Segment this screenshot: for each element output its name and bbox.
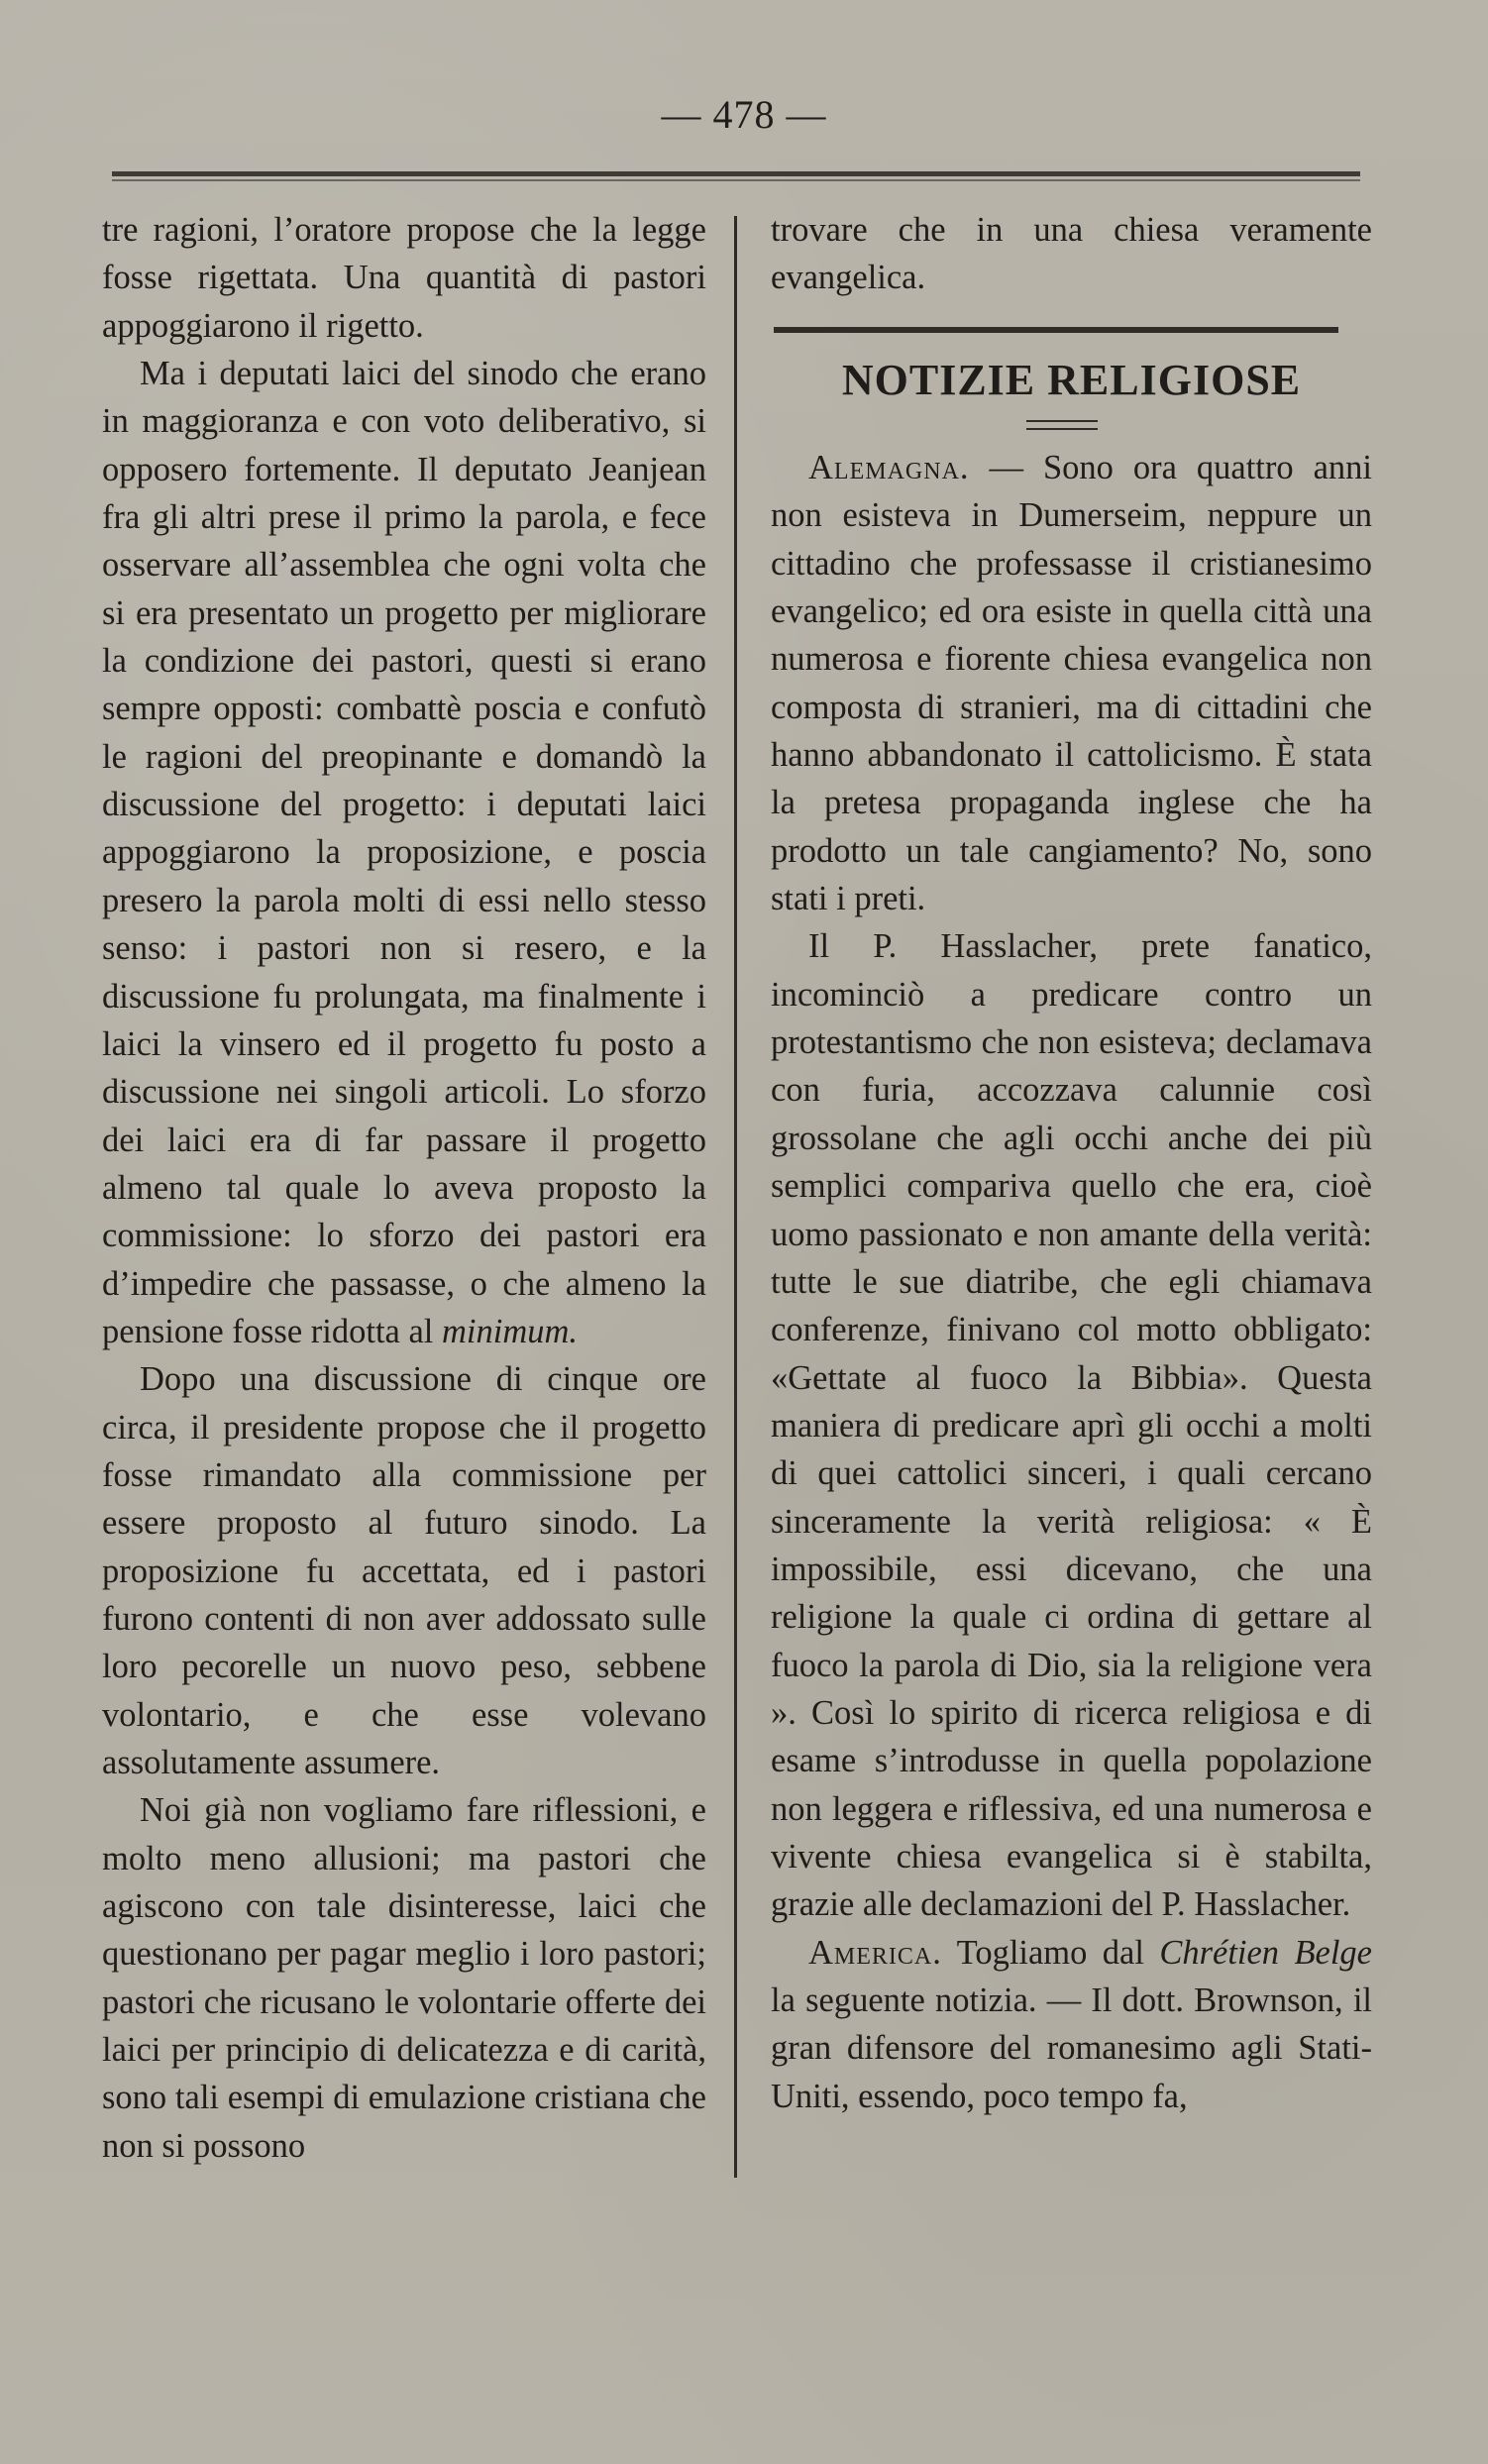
section-rule [774,327,1338,333]
right-paragraph-hasslacher: Il P. Hasslacher, prete fanatico, incominciò a predicare contro un protestantismo che non esisteva; declamava con furia, accozzava calunnie così grossolane che agli occhi anche dei più semplici compariva quello che era, cioè uomo passionato e non amante della verità: tutte le sue diatribe, che egli chiamava conferenze, finivano col motto obbligato: «Gettate al fuoco la Bibbia». Questa maniera di predicare aprì gli occhi a molti di quei cattolici sinceri, i quali cercano sinceramente la verità religiosa: « È impossibile, essi dicevano, che una religione la quale ci ordina di gettare al fuoco la parola di Dio, sia la religione vera ». Così lo spirito di ricerca religiosa e di esame s’introdusse in quella popolazione non leggera e riflessiva, ed una numerosa e vivente chiesa evangelica si è stabilta, grazie alle declamazioni del P. Hasslacher. [771,927,1372,1924]
left-paragraph-2 [102,350,706,1355]
right-paragraph-1: trovare che in una chiesa veramente evangelica. [771,211,1372,297]
left-paragraph-2-text: Ma i deputati laici del sinodo che erano in maggioranza e con voto deliberativo, si opposero fortemente. Il deputato Jeanjean fra gli altri prese il primo la parola, e fece osservare all’assemblea che ogni volta che si era presentato un progetto per migliorare la condizione dei pastori, questi si erano sempre opposti: combattè poscia e confutò le ragioni del preopinante e domandò la discussione del progetto: i deputati laici appoggiarono la proposizione, e poscia presero la parola molti di essi nello stesso senso: i pastori non si resero, e la discussione fu prolungata, ma finalmente i laici la vinsero ed il progetto fu posto a discussione nei singoli articoli. Lo sforzo dei laici era di far passare il progetto almeno tal quale lo aveva proposto la commissione: lo sforzo dei pastori era d’impedire che passasse, o che almeno la pensione fosse ridotta al [102,355,706,1350]
title-rule-bottom [1026,428,1098,430]
header-rule [112,171,1360,176]
right-paragraph-alemagna-text: — Sono ora quattro anni non esisteva in Dumerseim, neppure un cittadino che professasse il cristianesimo evangelico; ed ora esiste in quella città una numerosa e fiorente chiesa evangelica non composta di stranieri, ma di cittadini che hanno abbandonato il cattolicismo. È stata la pretesa propaganda inglese che ha prodotto un tale cangiamento? No, sono stati i preti. [771,449,1372,918]
title-rule-top [1026,420,1098,422]
right-column-intro [771,206,1372,302]
right-paragraph-america-text-2: la seguente notizia. — Il dott. Brownson, il gran difensore del romanesimo agli Stati-Uniti, essendo, poco tempo fa, [771,1982,1372,2115]
section-title: NOTIZIE RELIGIOSE [841,356,1302,404]
right-paragraph-america [771,1929,1372,2120]
section-label-alemagna: Alemagna. [808,449,970,486]
left-column [102,206,706,2170]
left-paragraph-2-italic: minimum. [442,1312,579,1350]
section-label-america: America. [808,1933,942,1972]
left-paragraph-1: tre ragioni, l’oratore propose che la legge fosse rigettata. Una quantità di pastori appoggiarono il rigetto. [102,211,706,345]
right-paragraph-america-italic: Chrétien Belge [1159,1933,1372,1972]
right-column [771,444,1372,2120]
right-paragraph-america-text-1: Togliamo dal [941,1933,1160,1972]
left-paragraph-4: Noi già non vogliamo fare riflessioni, e molto meno allusioni; ma pastori che agiscono con tale disinteresse, laici che questionano per pagar meglio i loro pastori; pastori che ricusano le volontarie offerte dei laici per principio di delicatezza e di carità, sono tali esempi di emulazione cristiana che non si possono [102,1791,706,2165]
page-number: — 478 — [661,92,827,137]
right-paragraph-alemagna [771,444,1372,922]
left-paragraph-3: Dopo una discussione di cinque ore circa, il presidente propose che il progetto fosse rimandato alla commissione per essere proposto al futuro sinodo. La proposizione fu accettata, ed i pastori furono contenti di non aver addossato sulle loro pecorelle un nuovo peso, sebbene volontario, e che esse volevano assolutamente assumere. [102,1360,706,1781]
column-divider [734,216,737,2178]
